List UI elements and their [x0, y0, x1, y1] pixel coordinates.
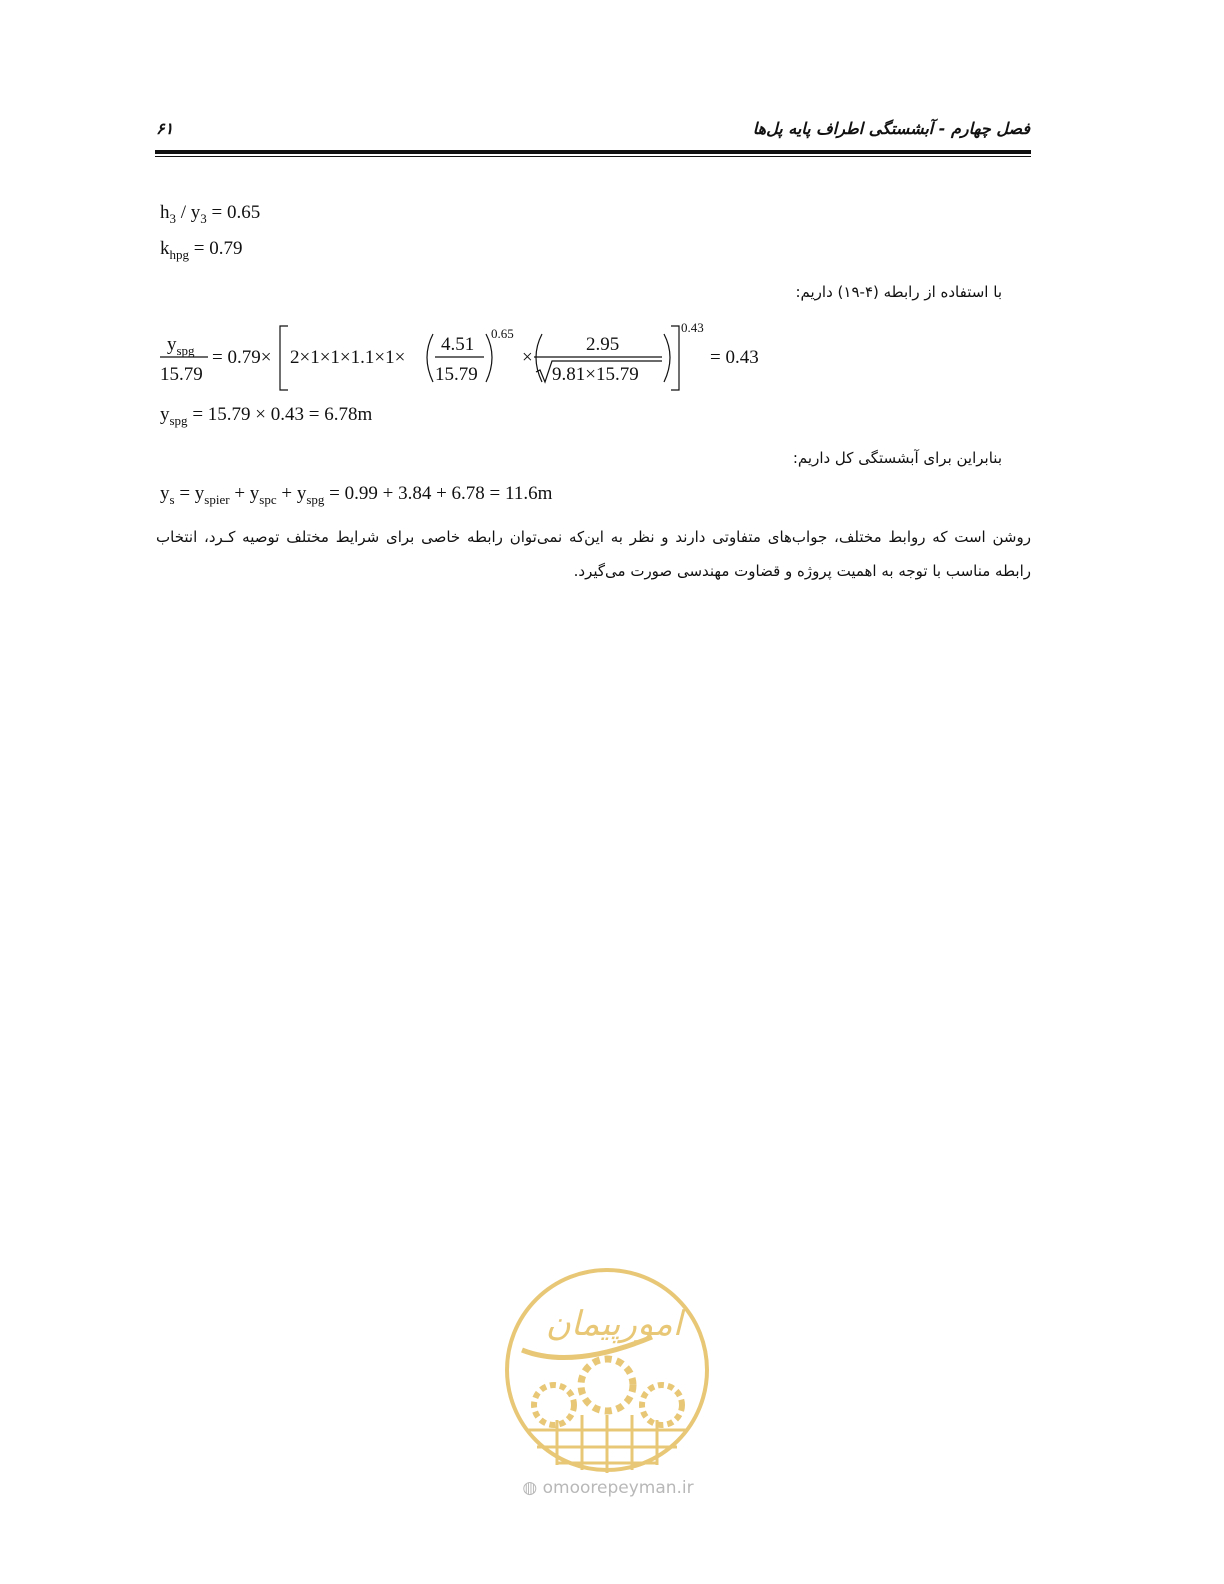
logo-gear-center: [581, 1359, 633, 1411]
frac1-numerator: 4.51: [441, 334, 475, 355]
paren2-left: [536, 334, 542, 382]
frac1-denominator: 15.79: [435, 364, 478, 385]
logo-gear-left: [534, 1385, 574, 1425]
header-rule-thin: [155, 156, 1031, 157]
equation-h3-y3: $h_3 / y_3 = 0.65$: [160, 202, 261, 226]
result-value: = 0.43: [710, 347, 759, 368]
frac2-denominator: 9.81×15.79: [552, 364, 639, 385]
equation-yspg-fraction: [150, 318, 790, 398]
times-sign: ×: [522, 347, 533, 368]
inner-product: 2×1×1×1.1×1×: [290, 347, 406, 368]
outer-exponent: 0.43: [681, 320, 704, 335]
globe-icon: ◍: [522, 1478, 538, 1498]
header-rule-thick: [155, 150, 1031, 154]
logo-text: امورپیمان: [545, 1304, 683, 1344]
frac2-numerator: 2.95: [586, 334, 620, 355]
lhs-denominator: 15.79: [160, 364, 203, 385]
logo-gear-right: [642, 1385, 682, 1425]
left-bracket: [280, 326, 288, 390]
lhs-numerator: $y_{spg}$: [167, 334, 195, 358]
equation-total-scour: $y_s = y_{spier} + y_{spc} + y_{spg} = 0.99 + 3.84 + 6.78 = 11.6m$: [160, 483, 553, 507]
conclusion-paragraph: روشن است که روابط مختلف، جواب‌های متفاوتی دارند و نظر به این‌که نمی‌توان رابطه خاصی برای شرایط مختلف توصیه کـرد، انتخاب رابطه مناسب با توجه به اهمیت پروژه و قضاوت مهندسی صورت می‌گیرد.: [156, 528, 1031, 580]
page-number: ۶۱: [156, 119, 174, 138]
intro-text-2: بنابراین برای آبشستگی کل داریم:: [792, 449, 1002, 467]
watermark-url: [508, 1478, 708, 1498]
url-text: omoorepeyman.ir: [542, 1478, 694, 1498]
equation-yspg-value: $y_{spg} = 15.79 \times 0.43 = 6.78m$: [160, 404, 373, 428]
right-bracket: [671, 326, 679, 390]
chapter-title: فصل چهارم - آبشستگی اطراف پایه پل‌ها: [752, 119, 1030, 138]
paren1-right: [486, 334, 492, 382]
intro-text-1: با استفاده از رابطه (۴-۱۹) داریم:: [795, 283, 1002, 301]
equation-khpg: $k_{hpg} = 0.79$: [160, 238, 243, 262]
coefficient: = 0.79×: [212, 347, 272, 368]
watermark-logo: [502, 1265, 712, 1475]
exponent-1: 0.65: [491, 326, 514, 341]
paren1-left: [427, 334, 433, 382]
paren2-right: [664, 334, 670, 382]
